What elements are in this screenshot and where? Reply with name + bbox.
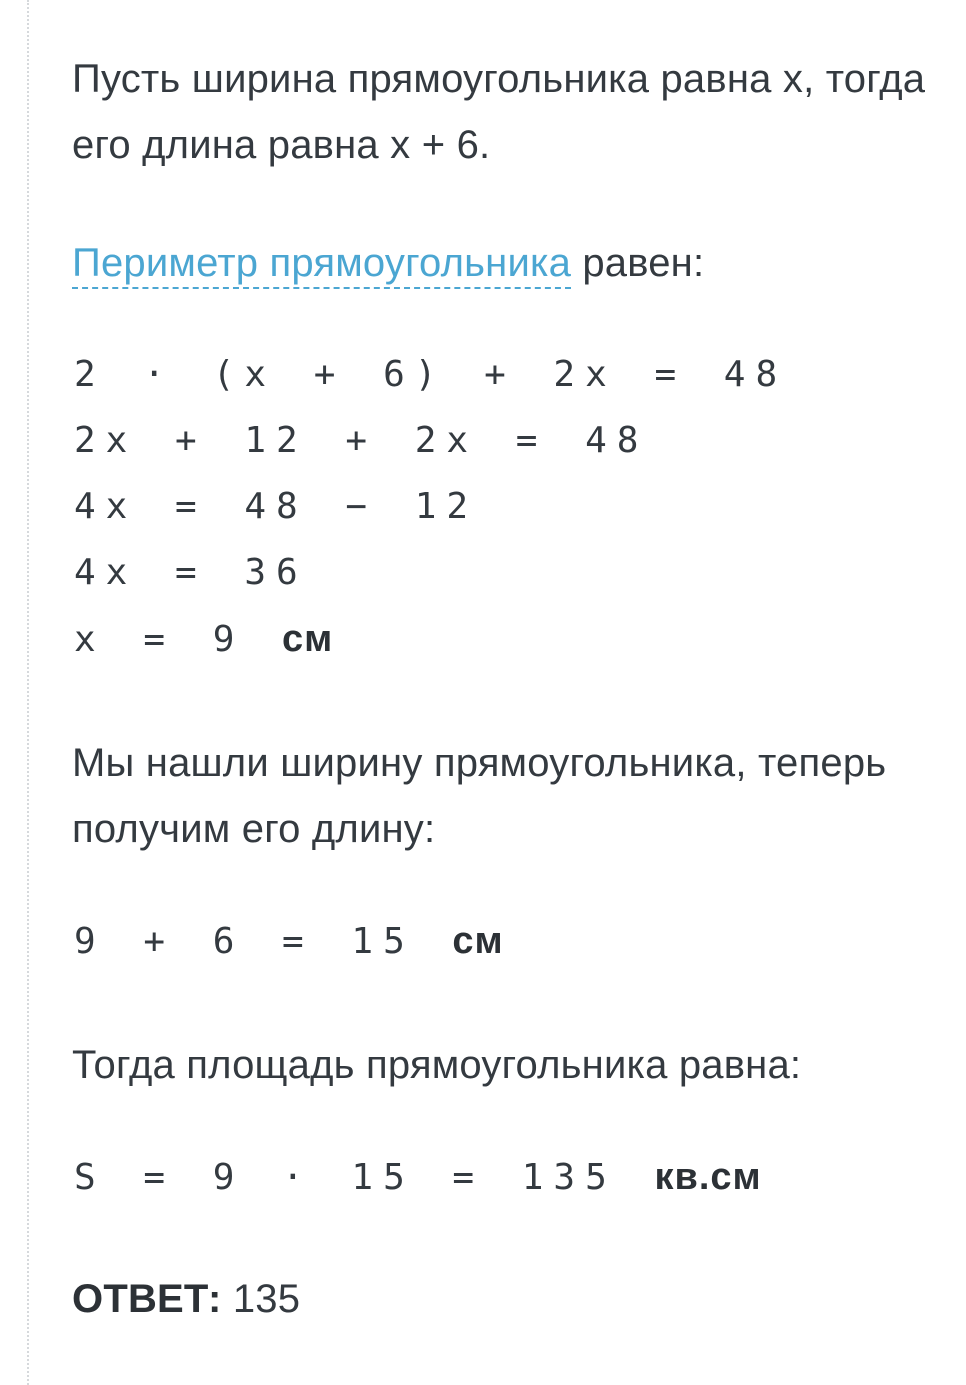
solution-unit: см bbox=[282, 618, 334, 660]
left-margin-rule bbox=[27, 0, 29, 1385]
area-unit: кв.см bbox=[654, 1156, 762, 1198]
area-intro: Тогда площадь прямоугольника равна: bbox=[72, 1043, 802, 1087]
perimeter-sentence bbox=[72, 230, 704, 296]
length-calculation bbox=[74, 908, 504, 975]
solution-expression: x = 9 bbox=[74, 619, 283, 660]
length-unit: см bbox=[452, 920, 504, 962]
found-width-line-2: получим его длину: bbox=[72, 807, 436, 851]
equation-line-3: 4x = 48 − 12 bbox=[74, 486, 479, 527]
equation-line-2: 2x + 12 + 2x = 48 bbox=[74, 420, 649, 461]
perimeter-link[interactable]: Периметр прямоугольника bbox=[72, 241, 571, 289]
area-expression: S = 9 · 15 = 135 bbox=[74, 1157, 655, 1198]
intro-line-2: его длина равна х + 6. bbox=[72, 123, 491, 167]
intro-line-1: Пусть ширина прямоугольника равна х, тогда bbox=[72, 57, 926, 101]
equation-line-4: 4x = 36 bbox=[74, 552, 308, 593]
equation-line-1: 2 · (x + 6) + 2x = 48 bbox=[74, 354, 788, 395]
equation-line-5 bbox=[74, 606, 333, 673]
answer-label: ОТВЕТ: bbox=[72, 1277, 222, 1321]
area-calculation bbox=[74, 1144, 762, 1211]
answer-line bbox=[72, 1266, 300, 1332]
found-width-line-1: Мы нашли ширину прямоугольника, теперь bbox=[72, 741, 887, 785]
answer-value: 135 bbox=[221, 1277, 301, 1321]
length-expression: 9 + 6 = 15 bbox=[74, 921, 453, 962]
perimeter-rest-text: равен: bbox=[571, 241, 705, 285]
